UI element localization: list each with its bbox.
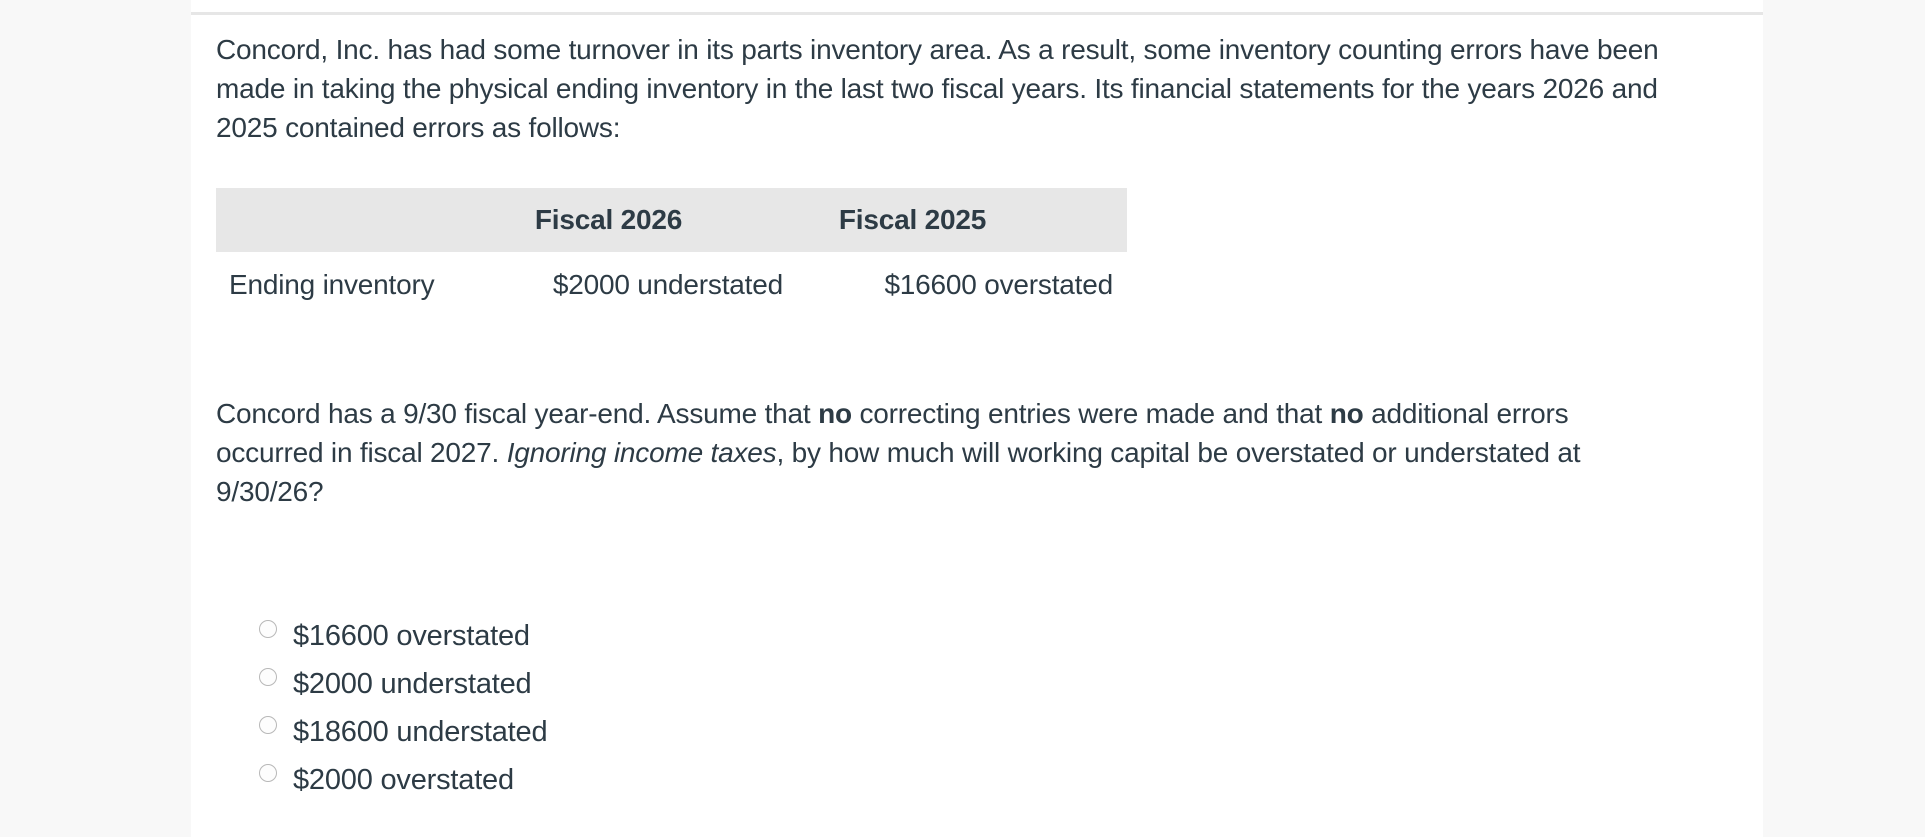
table-header-fiscal-2026: Fiscal 2026 [460, 188, 792, 252]
intro-line-1: Concord, Inc. has had some turnover in its parts inventory area. As a result, some inventory counting errors have been [216, 34, 1659, 65]
intro-line-2: made in taking the physical ending inventory in the last two fiscal years. Its financial statements for the years 2026 and [216, 73, 1658, 104]
intro-line-3: 2025 contained errors as follows: [216, 112, 621, 143]
question-panel [191, 0, 1763, 837]
question-text-2: correcting entries were made and that [851, 398, 1330, 429]
answer-option-4[interactable] [259, 756, 547, 804]
radio-button[interactable] [259, 716, 277, 734]
answer-option-3[interactable] [259, 708, 547, 756]
table-row [216, 252, 1127, 318]
cell-fiscal-2026: $2000 understated [552, 269, 783, 300]
question-text-1: Concord has a 9/30 fiscal year-end. Assume that [216, 398, 819, 429]
answer-option-2[interactable] [259, 660, 547, 708]
question-text-3: additional errors [1363, 398, 1569, 429]
emphasis-no-1: no [818, 398, 852, 429]
radio-button[interactable] [259, 764, 277, 782]
question-content [216, 30, 1746, 796]
emphasis-ignoring-taxes: Ignoring income taxes [506, 437, 777, 468]
answer-option-label[interactable]: $18600 understated [293, 715, 548, 748]
table-header-empty [216, 188, 460, 252]
table-header-row [216, 188, 1127, 252]
answer-option-label[interactable]: $16600 overstated [293, 619, 530, 652]
radio-button[interactable] [259, 620, 277, 638]
question-text-5: , by how much will working capital be overstated or understated at [776, 437, 1581, 468]
row-label-ending-inventory: Ending inventory [229, 269, 435, 300]
question-text-4: occurred in fiscal 2027. [216, 437, 507, 468]
table-header-fiscal-2025: Fiscal 2025 [792, 188, 1127, 252]
intro-paragraph [216, 30, 1746, 147]
answer-option-label[interactable]: $2000 overstated [293, 763, 514, 796]
cell-fiscal-2025: $16600 overstated [884, 269, 1113, 300]
radio-button[interactable] [259, 668, 277, 686]
question-text-6: 9/30/26? [216, 476, 324, 507]
answer-options [259, 612, 547, 804]
answer-option-1[interactable] [259, 612, 547, 660]
inventory-errors-table [216, 188, 1127, 318]
emphasis-no-2: no [1329, 398, 1364, 429]
answer-option-label[interactable]: $2000 understated [293, 667, 532, 700]
top-divider [191, 12, 1763, 15]
question-paragraph [216, 394, 1746, 511]
